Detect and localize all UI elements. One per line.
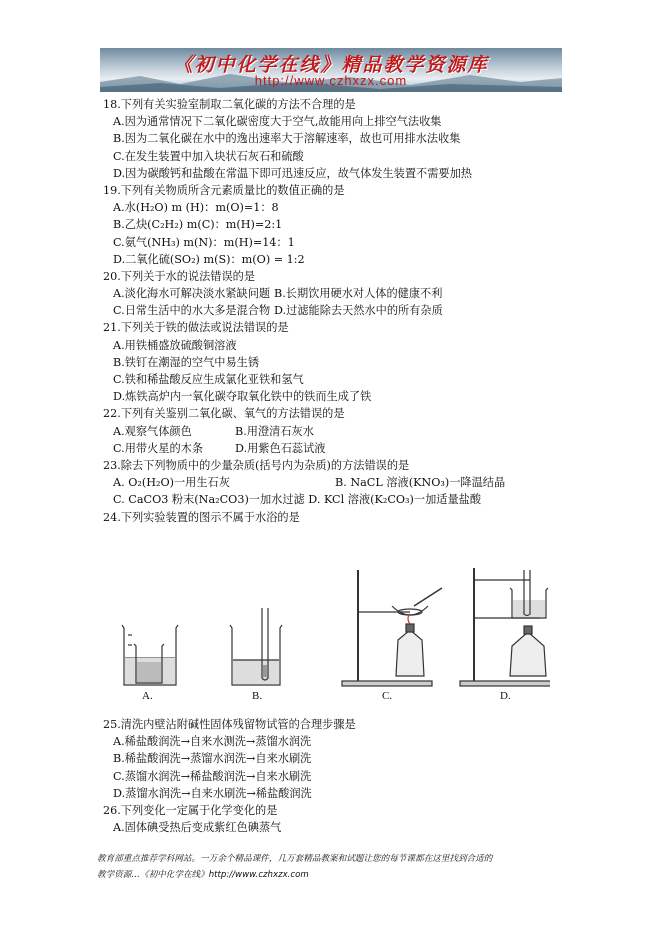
apparatus-c (342, 570, 442, 686)
answer-option: D.二氧化硫(SO₂) m(S)：m(O) = 1:2 (113, 252, 305, 266)
figure-label-c: C. (382, 690, 393, 702)
question-stem: 22.下列有关鉴别二氧化碳、氧气的方法错误的是 (103, 407, 345, 421)
apparatus-figure (110, 540, 550, 712)
banner-title: 《初中化学在线》精品教学资源库 (173, 54, 489, 76)
answer-option: C. CaCO3 粉末(Na₂CO3)一加水过滤 D. KCl 溶液(K₂CO₃)一加适量盐酸 (113, 493, 482, 507)
answer-option: C.在发生装置中加入块状石灰石和硫酸 (113, 149, 304, 163)
answer-option: C.蒸馏水润洗→稀盐酸润洗→自来水刷洗 (113, 769, 312, 783)
figure-label-b: B. (252, 690, 263, 702)
answer-option: A.固体碘受热后变成紫红色碘蒸气 (113, 821, 282, 835)
answer-option: C.用带火星的木条 (113, 441, 204, 455)
answer-option-pair (103, 423, 573, 440)
apparatus-drawing (110, 540, 550, 712)
question-stem: 20.下列关于水的说法错误的是 (103, 269, 256, 283)
questions-top (103, 96, 573, 526)
figure-label-d: D. (500, 690, 511, 702)
answer-option-pair (103, 302, 573, 319)
answer-option: B.用澄清石灰水 (235, 424, 314, 438)
question-stem: 18.下列有关实验室制取二氧化碳的方法不合理的是 (103, 98, 356, 111)
answer-option: A.观察气体颜色 (113, 424, 192, 438)
header-banner (100, 48, 562, 92)
answer-option: D.炼铁高炉内一氧化碳夺取氧化铁中的铁而生成了铁 (113, 390, 372, 404)
answer-option: A.用铁桶盛放硫酸铜溶液 (113, 338, 237, 352)
answer-option: B.因为二氧化碳在水中的逸出速率大于溶解速率，故也可用排水法收集 (113, 132, 461, 146)
answer-option: D.因为碳酸钙和盐酸在常温下即可迅速反应，故气体发生装置不需要加热 (113, 166, 472, 180)
question-stem: 23.除去下列物质中的少量杂质(括号内为杂质)的方法错误的是 (103, 458, 410, 472)
answer-option: C.铁和稀盐酸反应生成氯化亚铁和氢气 (113, 373, 304, 386)
answer-option: B. NaCL 溶液(KNO₃)一降温结晶 (335, 476, 506, 490)
apparatus-a (122, 625, 178, 685)
apparatus-d (460, 568, 550, 686)
answer-option: D.蒸馏水润洗→自来水刷洗→稀盐酸润洗 (113, 786, 312, 800)
footer-line-2: 教学资源…《初中化学在线》http://www.czhxzx.com (97, 870, 309, 880)
question-stem: 25.清洗内壁沾附碱性固体残留物试管的合理步骤是 (103, 718, 356, 731)
answer-option-pair (103, 440, 573, 457)
answer-option: B.稀盐酸润洗→蒸馏水润洗→自来水刷洗 (113, 752, 312, 766)
answer-option: C.氨气(NH₃) m(N)：m(H)=14：1 (113, 235, 295, 249)
banner-url[interactable]: http://www.czhxzx.com (254, 73, 408, 88)
answer-option: D.过滤能除去天然水中的所有杂质 (274, 304, 443, 318)
answer-option-pair (103, 474, 573, 491)
footer (97, 851, 567, 883)
questions-bottom (103, 716, 573, 836)
answer-option-pair (103, 285, 573, 302)
answer-option: A.淡化海水可解决淡水紧缺问题 (113, 287, 271, 301)
answer-option: A.稀盐酸润洗→自来水测洗→蒸馏水润洗 (113, 735, 312, 749)
question-stem: 21.下列关于铁的做法或说法错误的是 (103, 321, 289, 335)
question-stem: 24.下列实验装置的图示不属于水浴的是 (103, 510, 300, 524)
answer-option: B.长期饮用硬水对人体的健康不利 (274, 287, 443, 301)
question-stem: 26.下列变化一定属于化学变化的是 (103, 803, 278, 817)
footer-line-1: 教育部重点推荐学科网站。一万余个精品课件，几万套精品教案和试题让您的每节课都在这里找到合适的 (97, 854, 493, 864)
figure-label-a: A. (142, 690, 153, 702)
answer-option: B.铁钉在潮湿的空气中易生锈 (113, 355, 260, 369)
answer-option: A.水(H₂O) m (H)：m(O)=1：8 (113, 201, 279, 215)
question-stem: 19.下列有关物质所含元素质量比的数值正确的是 (103, 183, 345, 197)
answer-option: C.日常生活中的水大多是混合物 (113, 304, 271, 318)
answer-option: A. O₂(H₂O)一用生石灰 (113, 476, 230, 490)
apparatus-b (230, 608, 282, 685)
answer-option: B.乙炔(C₂H₂) m(C)：m(H)=2:1 (113, 218, 283, 232)
answer-option: A.因为通常情况下二氧化碳密度大于空气,故能用向上排空气法收集 (113, 115, 442, 129)
answer-option: D.用紫色石蕊试液 (235, 441, 326, 455)
